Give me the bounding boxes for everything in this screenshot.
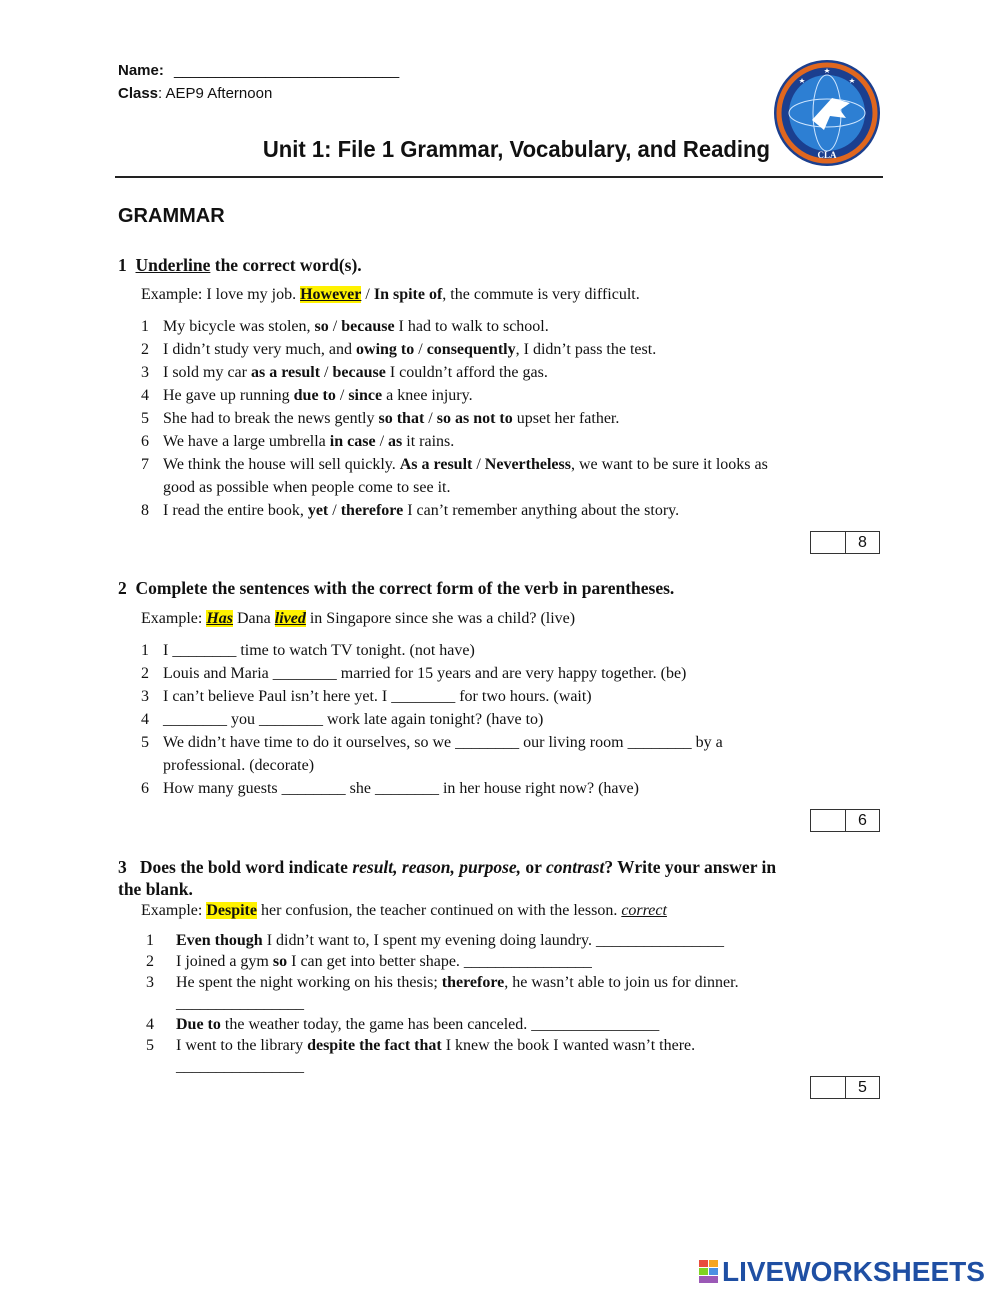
q1-option-b[interactable]: therefore: [340, 502, 404, 519]
q2-list: [141, 639, 861, 800]
q3-item-text[interactable]: , he wasn’t able to join us for dinner.: [504, 974, 739, 991]
q3-answer-blank[interactable]: ________________: [176, 1058, 304, 1075]
q2-item-text[interactable]: Louis and Maria ________ married for 15 years and are very happy together. (be): [163, 665, 687, 682]
q1-option-sep: /: [320, 364, 333, 381]
q3-heading-categories: result, reason, purpose,: [352, 857, 522, 877]
q1-item-text-end: I had to walk to school.: [394, 318, 549, 335]
q1-option-b[interactable]: consequently: [426, 341, 516, 358]
q3-bold-word: Due to: [176, 1016, 221, 1033]
q2-item-number: 5: [141, 734, 149, 751]
q1-item-text: We have a large umbrella: [163, 433, 330, 450]
q1-item-number: 7: [141, 456, 149, 473]
q2-item: [141, 708, 861, 731]
page-title: Unit 1: File 1 Grammar, Vocabulary, and Reading: [262, 136, 770, 162]
q1-option-sep: /: [424, 410, 437, 427]
q3-item-text[interactable]: I knew the book I wanted wasn’t there.: [441, 1037, 696, 1054]
q2-item-continuation: professional. (decorate): [163, 757, 315, 774]
q3-list: [146, 930, 866, 1077]
q3-score-total: 5: [858, 1079, 867, 1096]
q1-option-a[interactable]: so: [314, 318, 329, 335]
q1-item-text: My bicycle was stolen,: [163, 318, 315, 335]
q2-example-post: in Singapore since she was a child? (live): [305, 610, 576, 627]
q2-score-box: [810, 809, 880, 832]
q3-example-post: her confusion, the teacher continued on with the lesson.: [256, 902, 622, 919]
q2-item-text[interactable]: How many guests ________ she ________ in her house right now? (have): [163, 780, 639, 797]
q1-item-text-end: a knee injury.: [382, 387, 473, 404]
q1-example-pre: Example: I love my job.: [141, 286, 301, 303]
q1-option-a[interactable]: in case: [329, 433, 376, 450]
q3-item-number: 4: [146, 1016, 154, 1033]
q1-option-a[interactable]: due to: [293, 387, 336, 404]
q3-item-number: 3: [146, 974, 154, 991]
q1-item: [141, 361, 861, 384]
q1-item-continuation: good as possible when people come to see it.: [163, 479, 451, 496]
q1-item-number: 3: [141, 364, 149, 381]
q1-item-number: 2: [141, 341, 149, 358]
q3-item-number: 5: [146, 1037, 154, 1054]
name-blank[interactable]: ___________________________: [174, 62, 400, 79]
q1-item: [141, 315, 861, 338]
q1-option-sep: /: [414, 341, 427, 358]
q2-item: [141, 731, 861, 777]
q1-option-b[interactable]: because: [341, 318, 395, 335]
q1-score-box: [810, 531, 880, 554]
q2-item: [141, 662, 861, 685]
q1-item-text: He gave up running: [163, 387, 294, 404]
q3-item-text[interactable]: I can get into better shape. ________________: [287, 953, 592, 970]
q2-heading-text: Complete the sentences with the correct form of the verb in parentheses.: [135, 578, 675, 598]
section-title: GRAMMAR: [118, 205, 225, 227]
q3-item-text-pre: He spent the night working on his thesis;: [176, 974, 442, 991]
q1-item: [141, 499, 861, 522]
q3-item: [146, 1014, 866, 1035]
q1-option-sep: /: [472, 456, 485, 473]
q1-item: [141, 407, 861, 430]
svg-text:CLA: CLA: [817, 150, 837, 160]
q3-example-highlight: Despite: [206, 902, 257, 919]
q3-answer-blank[interactable]: ________________: [176, 995, 304, 1012]
q1-heading: [118, 255, 362, 276]
q3-item-text-pre: I went to the library: [176, 1037, 308, 1054]
q2-example-pre: Example:: [141, 610, 207, 627]
q1-option-b[interactable]: because: [332, 364, 386, 381]
q2-item-text[interactable]: I can’t believe Paul isn’t here yet. I ________ for two hours. (wait): [163, 688, 592, 705]
q3-heading-text-3: the blank.: [118, 879, 193, 899]
q1-score-total: 8: [858, 534, 867, 551]
q3-heading-contrast: contrast: [545, 857, 605, 877]
q1-option-b[interactable]: so as not to: [436, 410, 513, 427]
q1-item-number: 1: [141, 318, 149, 335]
q1-option-a[interactable]: As a result: [399, 456, 473, 473]
q3-item: [146, 972, 866, 1014]
q1-item-text-end: , we want to be sure it looks as: [570, 456, 768, 473]
q1-example: [141, 286, 640, 304]
q1-option-a[interactable]: as a result: [250, 364, 321, 381]
q1-option-b[interactable]: Nevertheless: [484, 456, 571, 473]
class-value: : AEP9 Afternoon: [158, 85, 273, 102]
q3-bold-word: so: [272, 953, 288, 970]
name-label: Name:: [118, 62, 164, 79]
q2-item-number: 2: [141, 665, 149, 682]
class-label: Class: [118, 85, 159, 102]
q2-item-number: 4: [141, 711, 149, 728]
q1-item: [141, 338, 861, 361]
q2-example: [141, 610, 575, 628]
school-logo: [772, 58, 882, 168]
q1-option-sep: /: [335, 387, 349, 404]
q1-item-text-end: I couldn’t afford the gas.: [385, 364, 548, 381]
q3-bold-word: therefore: [441, 974, 505, 991]
q2-score-total: 6: [858, 812, 867, 829]
q1-option-a[interactable]: so that: [378, 410, 425, 427]
q1-item-number: 5: [141, 410, 149, 427]
footer-brand[interactable]: LIVEWORKSHEETS: [722, 1256, 985, 1287]
q1-option-sep: /: [328, 318, 342, 335]
q1-option-sep: /: [375, 433, 389, 450]
q1-item-text: I didn’t study very much, and: [163, 341, 357, 358]
q1-item-text-end: upset her father.: [512, 410, 620, 427]
q2-number: 2: [118, 578, 127, 598]
q1-heading-text: the correct word(s).: [210, 255, 362, 275]
q1-option-a[interactable]: owing to: [356, 341, 415, 358]
name-line: [118, 62, 399, 79]
q1-list: [141, 315, 861, 522]
q1-example-bold: In spite of: [373, 286, 443, 303]
q3-item-number: 1: [146, 932, 154, 949]
q1-item-number: 8: [141, 502, 149, 519]
q1-example-sep: /: [361, 286, 374, 303]
q3-score-input[interactable]: [811, 1077, 846, 1098]
q3-item-text-pre: I joined a gym: [176, 953, 273, 970]
q1-number: 1: [118, 255, 127, 275]
q1-item-text: We think the house will sell quickly.: [163, 456, 400, 473]
q3-example: [141, 902, 667, 920]
q1-item: [141, 430, 861, 453]
q1-item-number: 4: [141, 387, 149, 404]
q1-item-text: She had to break the news gently: [163, 410, 379, 427]
q3-heading-text-2: ? Write your answer in: [604, 857, 777, 877]
q1-option-b[interactable]: as: [388, 433, 403, 450]
q2-item-text[interactable]: ________ you ________ work late again tonight? (have to): [163, 711, 544, 728]
q1-item-text-end: I can’t remember anything about the story.: [403, 502, 680, 519]
q1-example-post: , the commute is very difficult.: [442, 286, 640, 303]
q3-heading: [118, 856, 868, 900]
q3-item-text[interactable]: the weather today, the game has been canceled. ________________: [220, 1016, 660, 1033]
q2-heading: [118, 578, 674, 599]
q2-item-number: 6: [141, 780, 149, 797]
q1-item-text: I sold my car: [163, 364, 251, 381]
q3-bold-word: despite the fact that: [307, 1037, 442, 1054]
q1-option-a[interactable]: yet: [307, 502, 329, 519]
q1-item-number: 6: [141, 433, 149, 450]
q1-option-sep: /: [328, 502, 341, 519]
q2-example-mid: Dana: [232, 610, 275, 627]
q2-example-highlight-2: lived: [274, 610, 306, 627]
q3-item: [146, 951, 866, 972]
q2-item-text[interactable]: We didn’t have time to do it ourselves, so we ________ our living room ________ by a: [163, 734, 723, 751]
q2-example-highlight-1: Has: [206, 610, 233, 627]
q1-item-text-end: , I didn’t pass the test.: [515, 341, 657, 358]
q2-item: [141, 639, 861, 662]
eagle-globe-logo-icon: [772, 58, 882, 168]
q3-bold-word: Even though: [176, 932, 263, 949]
q1-item-text: I read the entire book,: [163, 502, 308, 519]
q1-item: [141, 453, 861, 499]
liveworksheets-logo-icon: [699, 1260, 719, 1284]
q3-item-text[interactable]: I didn’t want to, I spent my evening doing laundry. ________________: [262, 932, 724, 949]
q1-item-text-end: it rains.: [402, 433, 455, 450]
q2-item: [141, 777, 861, 800]
q1-score-input[interactable]: [811, 532, 846, 553]
q3-score-box: [810, 1076, 880, 1099]
q2-item-text[interactable]: I ________ time to watch TV tonight. (not have): [163, 642, 475, 659]
q2-score-input[interactable]: [811, 810, 846, 831]
q3-item-number: 2: [146, 953, 154, 970]
q3-item: [146, 930, 866, 951]
q1-example-highlight: However: [300, 286, 362, 303]
q3-example-pre: Example:: [141, 902, 207, 919]
q1-option-b[interactable]: since: [348, 387, 383, 404]
q2-item-number: 3: [141, 688, 149, 705]
q2-item-number: 1: [141, 642, 149, 659]
q3-example-answer: correct: [621, 902, 667, 919]
q2-item: [141, 685, 861, 708]
q3-number: 3: [118, 857, 127, 877]
header-divider: [115, 176, 883, 178]
q3-heading-text: Does the bold word indicate: [139, 857, 353, 877]
q1-heading-underline: Underline: [135, 255, 211, 275]
q1-item: [141, 384, 861, 407]
class-line: [118, 85, 272, 102]
q3-item: [146, 1035, 866, 1077]
q3-heading-or: or: [521, 857, 546, 877]
